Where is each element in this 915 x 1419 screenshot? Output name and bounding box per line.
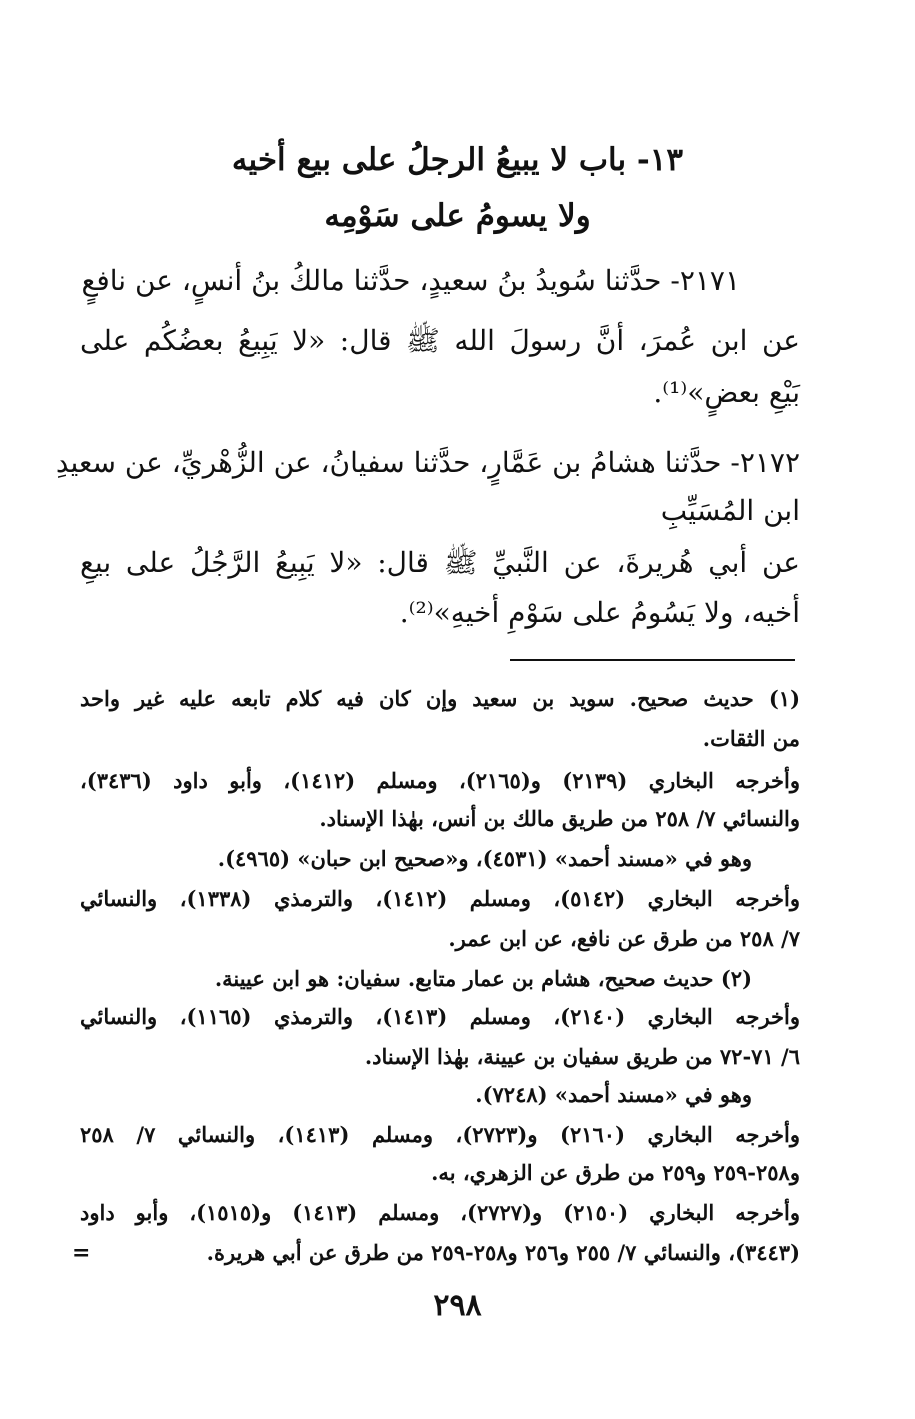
- footnote-line: (٢) حديث صحيح، هشام بن عمار متابع. سفيان: هو ابن عيينة.: [214, 966, 752, 991]
- hadith-line: بَيْعِ بعضٍ»⁽¹⁾.: [653, 376, 800, 409]
- footnote-line: وأخرجه البخاري (٢١٥٠) و(٢٧٢٧)، ومسلم (١٤١٣) و(١٥١٥)، وأبو داود: [80, 1200, 800, 1225]
- footnote-separator: [510, 659, 795, 661]
- hadith-line: عن ابن عُمرَ، أنَّ رسولَ الله ﷺ قال: «لا يَبِيعُ بعضُكُم على: [80, 324, 800, 357]
- chapter-subtitle: ولا يسومُ على سَوْمِه: [324, 198, 591, 234]
- footnote-line: (٣٤٤٣)، والنسائي ٧/ ٢٥٥ و٢٥٦ و٢٥٨-٢٥٩ من طرق عن أبي هريرة.: [206, 1240, 800, 1265]
- footnote-line: وهو في «مسند أحمد» (٤٥٣١)، و«صحيح ابن حبان» (٤٩٦٥).: [217, 846, 752, 871]
- footnote-line: وأخرجه البخاري (٢١٣٩) و(٢١٦٥)، ومسلم (١٤١٢)، وأبو داود (٣٤٣٦)،: [80, 768, 801, 793]
- footnote-line: من الثقات.: [702, 726, 800, 751]
- hadith-line: ابن المُسَيِّبِ: [660, 494, 800, 527]
- footnote-line: و٢٥٨-٢٥٩ و٢٥٩ من طرق عن الزهري، به.: [431, 1160, 800, 1185]
- footnote-line: ٧/ ٢٥٨ من طرق عن نافع، عن ابن عمر.: [448, 926, 800, 951]
- page-number: ٢٩٨: [433, 1288, 482, 1323]
- footnote-line: وأخرجه البخاري (٢١٤٠)، ومسلم (١٤١٣)، والترمذي (١١٦٥)، والنسائي: [80, 1004, 801, 1029]
- hadith-line: أخيه، ولا يَسُومُ على سَوْمِ أخيهِ»⁽²⁾.: [399, 596, 800, 629]
- chapter-title: ١٣- باب لا يبيعُ الرجلُ على بيع أخيه: [231, 142, 684, 178]
- footnote-line: (١) حديث صحيح. سويد بن سعيد وإن كان فيه كلام تابعه عليه غير واحد: [80, 686, 800, 711]
- footnote-line: والنسائي ٧/ ٢٥٨ من طريق مالك بن أنس، بهٰذا الإسناد.: [319, 806, 800, 831]
- footnote-line: وأخرجه البخاري (٥١٤٢)، ومسلم (١٤١٢)، والترمذي (١٣٣٨)، والنسائي: [80, 886, 801, 911]
- footnote-line: ٦/ ٧١-٧٢ من طريق سفيان بن عيينة، بهٰذا الإسناد.: [364, 1044, 800, 1069]
- hadith-line: عن أبي هُريرةَ، عن النَّبيِّ ﷺ قال: «لا يَبِيعُ الرَّجُلُ على بيعِ: [80, 546, 800, 579]
- footnote-line: وهو في «مسند أحمد» (٧٢٤٨).: [475, 1082, 752, 1107]
- hadith-line: ٢١٧١- حدَّثنا سُويدُ بنُ سعيدٍ، حدَّثنا مالكُ بنُ أنسٍ، عن نافعٍ: [81, 264, 740, 297]
- continuation-mark: =: [72, 1240, 91, 1266]
- footnote-line: وأخرجه البخاري (٢١٦٠) و(٢٧٢٣)، ومسلم (١٤١٣)، والنسائي ٧/ ٢٥٨: [80, 1122, 800, 1147]
- hadith-line: ٢١٧٢- حدَّثنا هشامُ بن عَمَّارٍ، حدَّثنا سفيانُ، عن الزُّهْريِّ، عن سعيدِ: [55, 446, 800, 479]
